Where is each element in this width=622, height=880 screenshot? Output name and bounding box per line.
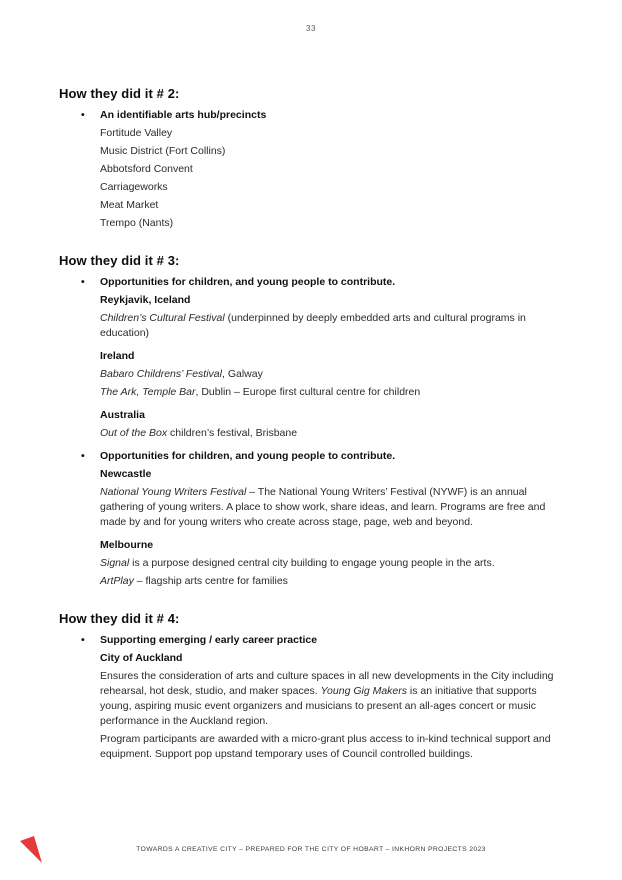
text-run: Melbourne — [100, 539, 154, 551]
text-run: is a purpose designed central city building to engage young people in the arts. — [129, 557, 495, 569]
footer-text: TOWARDS A CREATIVE CITY – PREPARED FOR THE CITY OF HOBART – INKHORN PROJECTS 2023 — [136, 846, 486, 853]
text-run: children’s festival, Brisbane — [167, 427, 298, 439]
text-run: Babaro Childrens’ Festival — [100, 368, 222, 380]
text-run: An identifiable arts hub/precincts — [100, 109, 267, 121]
bullet-item — [100, 275, 563, 290]
text-line — [100, 311, 563, 341]
text-run: Reykjavik, Iceland — [100, 294, 191, 306]
text-run: , Dublin – Europe first cultural centre for children — [195, 386, 421, 398]
text-line — [100, 574, 563, 589]
section-heading: How they did it # 2: — [59, 86, 180, 101]
document-content — [59, 86, 563, 765]
text-line — [100, 367, 563, 382]
text-line — [100, 538, 563, 553]
text-line — [100, 408, 563, 423]
section-blocks — [100, 108, 563, 231]
text-run: Newcastle — [100, 468, 152, 480]
text-run: Fortitude Valley — [100, 127, 173, 139]
text-line — [100, 485, 563, 530]
bullet-item — [100, 633, 563, 648]
text-run: – flagship arts centre for families — [133, 575, 288, 587]
text-run: Out of the Box — [100, 427, 168, 439]
text-run: City of Auckland — [100, 652, 183, 664]
text-line — [100, 162, 563, 177]
text-run: Carriageworks — [100, 181, 168, 193]
text-line — [100, 126, 563, 141]
text-run: – The National Young Writers’ Festival (NYWF) is an annual gathering of young writers. A place to show work, share ideas, and learn. Programs are free and made by and for young writers who create across stage, page, web and beyond. — [100, 486, 546, 528]
text-line — [100, 556, 563, 571]
text-run: , Galway — [221, 368, 263, 380]
section-2 — [59, 253, 563, 589]
text-line — [100, 651, 563, 666]
section-blocks — [100, 633, 563, 762]
text-run: is an initiative that supports young, aspiring music event organizers and musicians to present an all-ages concert or music performance in the Auckland region. — [100, 685, 537, 727]
text-run: Abbotsford Convent — [100, 163, 193, 175]
bullet-item — [100, 449, 563, 464]
text-run: The Ark, Temple Bar — [100, 386, 196, 398]
text-line — [100, 216, 563, 231]
bullet-item — [100, 108, 563, 123]
text-run: Music District (Fort Collins) — [100, 145, 226, 157]
text-run: Ensures the consideration of arts and culture spaces in all new developments in the City including rehearsal, hot desk, studio, and maker spaces. — [100, 670, 554, 697]
page-number: 33 — [306, 24, 316, 33]
text-line — [100, 426, 563, 441]
text-run: National Young Writers Festival — [100, 486, 247, 498]
text-run: Opportunities for children, and young people to contribute. — [100, 276, 396, 288]
text-run: Meat Market — [100, 199, 159, 211]
text-run: Australia — [100, 409, 145, 421]
text-run: Supporting emerging / early career practice — [100, 634, 318, 646]
text-line — [100, 385, 563, 400]
text-line — [100, 144, 563, 159]
text-run: Trempo (Nants) — [100, 217, 174, 229]
text-line — [100, 198, 563, 213]
text-run: Opportunities for children, and young people to contribute. — [100, 450, 396, 462]
text-line — [100, 349, 563, 364]
text-line — [100, 669, 563, 729]
text-line — [100, 732, 563, 762]
text-line — [100, 293, 563, 308]
text-line — [100, 180, 563, 195]
text-run: ArtPlay — [100, 575, 134, 587]
text-run: Young Gig Makers — [320, 685, 408, 697]
section-heading: How they did it # 3: — [59, 253, 180, 268]
text-run: Ireland — [100, 350, 135, 362]
text-run: Children’s Cultural Festival — [100, 312, 225, 324]
text-line — [100, 467, 563, 482]
text-run: Signal — [100, 557, 130, 569]
text-run: (underpinned by deeply embedded arts and cultural programs in education) — [100, 312, 526, 339]
section-heading: How they did it # 4: — [59, 611, 180, 626]
section-1 — [59, 86, 563, 231]
section-blocks — [100, 275, 563, 589]
section-3 — [59, 611, 563, 762]
text-run: Program participants are awarded with a micro-grant plus access to in-kind technical support and equipment. Support pop upstand temporary uses of Council controlled buildings. — [100, 733, 551, 760]
